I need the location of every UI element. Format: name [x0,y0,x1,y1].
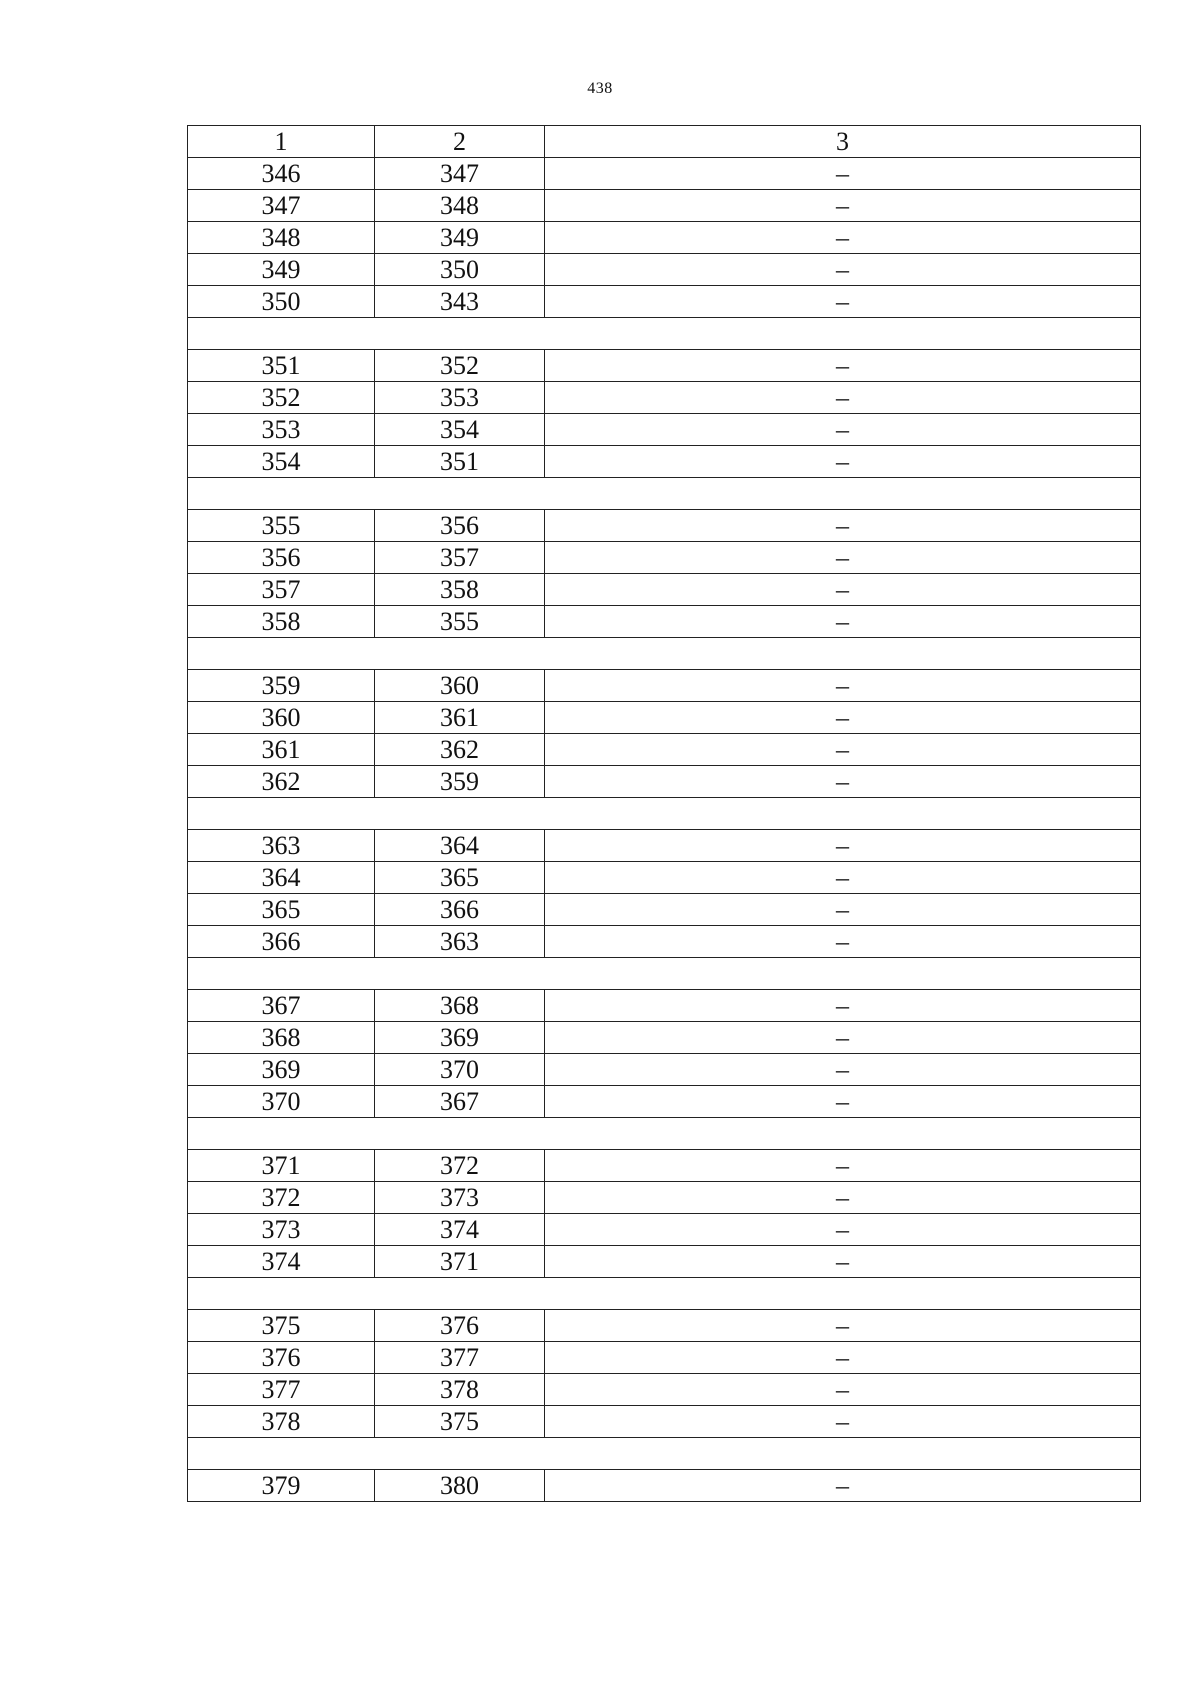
table-cell-col-3: – [545,574,1141,606]
table-cell-col-3: – [545,1022,1141,1054]
table-cell-col-2: 374 [375,1214,545,1246]
table-row [188,894,1141,926]
group-separator-row [188,1278,1141,1310]
table-cell-col-2: 371 [375,1246,545,1278]
table-cell-col-2: 356 [375,510,545,542]
table-cell-col-3: – [545,446,1141,478]
table-row [188,510,1141,542]
group-separator-row [188,638,1141,670]
table-cell-col-2: 361 [375,702,545,734]
table-cell-col-1: 372 [188,1182,375,1214]
table-cell-col-3: – [545,1214,1141,1246]
table-row [188,702,1141,734]
data-table [187,125,1141,1502]
table-cell-col-2: 353 [375,382,545,414]
table-cell-col-3: – [545,670,1141,702]
table-row [188,1054,1141,1086]
table-cell-col-1: 346 [188,158,375,190]
table-cell-col-3: – [545,1086,1141,1118]
table-cell-col-2: 369 [375,1022,545,1054]
table-cell-col-1: 376 [188,1342,375,1374]
table-row [188,254,1141,286]
table-cell-col-2: 375 [375,1406,545,1438]
table-row [188,1374,1141,1406]
table-row [188,734,1141,766]
table-cell-col-3: – [545,862,1141,894]
table-body [188,126,1141,1502]
table-cell-col-1: 359 [188,670,375,702]
table-cell-col-2: 359 [375,766,545,798]
header-cell-2: 2 [375,126,545,158]
table-cell-col-1: 368 [188,1022,375,1054]
table-cell-col-3: – [545,734,1141,766]
table-cell-col-2: 352 [375,350,545,382]
table-cell-col-3: – [545,766,1141,798]
group-separator-row [188,1438,1141,1470]
table-cell-col-2: 370 [375,1054,545,1086]
table-row [188,990,1141,1022]
group-separator-row [188,318,1141,350]
table-cell-col-1: 349 [188,254,375,286]
table-cell-col-3: – [545,222,1141,254]
table-cell-col-1: 360 [188,702,375,734]
table-cell-col-3: – [545,1470,1141,1502]
table-row [188,766,1141,798]
table-cell-col-2: 365 [375,862,545,894]
table-cell-col-3: – [545,1182,1141,1214]
group-separator-cell [188,1118,1141,1150]
table-row [188,382,1141,414]
table-cell-col-3: – [545,510,1141,542]
table-row [188,190,1141,222]
group-separator-row [188,478,1141,510]
table-row [188,350,1141,382]
table-cell-col-1: 369 [188,1054,375,1086]
table-cell-col-3: – [545,702,1141,734]
header-cell-1: 1 [188,126,375,158]
table-cell-col-2: 357 [375,542,545,574]
group-separator-cell [188,478,1141,510]
table-cell-col-1: 373 [188,1214,375,1246]
table-cell-col-3: – [545,926,1141,958]
table-cell-col-2: 358 [375,574,545,606]
table-cell-col-2: 351 [375,446,545,478]
table-cell-col-1: 363 [188,830,375,862]
table-row [188,1182,1141,1214]
table-cell-col-2: 347 [375,158,545,190]
table-cell-col-3: – [545,414,1141,446]
group-separator-cell [188,638,1141,670]
table-cell-col-1: 374 [188,1246,375,1278]
table-row [188,574,1141,606]
table-cell-col-2: 372 [375,1150,545,1182]
group-separator-cell [188,1438,1141,1470]
table-cell-col-3: – [545,1374,1141,1406]
table-cell-col-2: 377 [375,1342,545,1374]
table-row [188,222,1141,254]
table-cell-col-2: 373 [375,1182,545,1214]
table-cell-col-2: 363 [375,926,545,958]
table-cell-col-2: 376 [375,1310,545,1342]
page-number: 438 [587,80,613,97]
table-cell-col-1: 356 [188,542,375,574]
group-separator-cell [188,958,1141,990]
table-cell-col-1: 378 [188,1406,375,1438]
table-row [188,542,1141,574]
table-row [188,414,1141,446]
table-cell-col-1: 357 [188,574,375,606]
table-row [188,158,1141,190]
table-cell-col-2: 367 [375,1086,545,1118]
group-separator-cell [188,1278,1141,1310]
table-cell-col-2: 368 [375,990,545,1022]
table-row [188,446,1141,478]
table-cell-col-3: – [545,190,1141,222]
table-cell-col-1: 348 [188,222,375,254]
table-cell-col-2: 378 [375,1374,545,1406]
table-cell-col-3: – [545,1310,1141,1342]
table-cell-col-3: – [545,1246,1141,1278]
table-cell-col-1: 371 [188,1150,375,1182]
table-row [188,1246,1141,1278]
table-cell-col-1: 358 [188,606,375,638]
table-cell-col-3: – [545,286,1141,318]
table-row [188,1470,1141,1502]
table-cell-col-1: 347 [188,190,375,222]
table-cell-col-1: 365 [188,894,375,926]
table-cell-col-1: 377 [188,1374,375,1406]
table-cell-col-1: 355 [188,510,375,542]
table-cell-col-1: 361 [188,734,375,766]
table-cell-col-1: 354 [188,446,375,478]
table-row [188,286,1141,318]
table-cell-col-3: – [545,1406,1141,1438]
table-cell-col-2: 355 [375,606,545,638]
group-separator-row [188,1118,1141,1150]
group-separator-cell [188,798,1141,830]
group-separator-cell [188,318,1141,350]
table-row [188,862,1141,894]
table-cell-col-3: – [545,1342,1141,1374]
table-cell-col-3: – [545,382,1141,414]
table-cell-col-3: – [545,542,1141,574]
table-cell-col-2: 343 [375,286,545,318]
table-cell-col-1: 367 [188,990,375,1022]
table-cell-col-1: 351 [188,350,375,382]
table-row [188,1214,1141,1246]
table-row [188,1022,1141,1054]
group-separator-row [188,798,1141,830]
table-cell-col-2: 362 [375,734,545,766]
table-row [188,670,1141,702]
table-cell-col-3: – [545,830,1141,862]
table-cell-col-3: – [545,990,1141,1022]
table-cell-col-1: 350 [188,286,375,318]
table-cell-col-1: 362 [188,766,375,798]
header-row [188,126,1141,158]
table-cell-col-1: 370 [188,1086,375,1118]
table-cell-col-3: – [545,1054,1141,1086]
table-cell-col-3: – [545,894,1141,926]
table-cell-col-1: 352 [188,382,375,414]
table-row [188,1310,1141,1342]
table-cell-col-2: 364 [375,830,545,862]
table-row [188,1406,1141,1438]
table-cell-col-2: 380 [375,1470,545,1502]
table-cell-col-2: 348 [375,190,545,222]
table-cell-col-2: 350 [375,254,545,286]
table-row [188,606,1141,638]
table-cell-col-2: 360 [375,670,545,702]
table-cell-col-3: – [545,1150,1141,1182]
table-cell-col-3: – [545,350,1141,382]
table-cell-col-3: – [545,158,1141,190]
table-cell-col-3: – [545,606,1141,638]
table-row [188,1342,1141,1374]
table-cell-col-1: 366 [188,926,375,958]
table-row [188,1086,1141,1118]
table-cell-col-2: 354 [375,414,545,446]
table-cell-col-1: 364 [188,862,375,894]
table-cell-col-1: 379 [188,1470,375,1502]
table-row [188,830,1141,862]
header-cell-3: 3 [545,126,1141,158]
table-cell-col-1: 375 [188,1310,375,1342]
table-cell-col-2: 349 [375,222,545,254]
table-cell-col-3: – [545,254,1141,286]
table-row [188,926,1141,958]
table-cell-col-2: 366 [375,894,545,926]
table-cell-col-1: 353 [188,414,375,446]
group-separator-row [188,958,1141,990]
table-row [188,1150,1141,1182]
